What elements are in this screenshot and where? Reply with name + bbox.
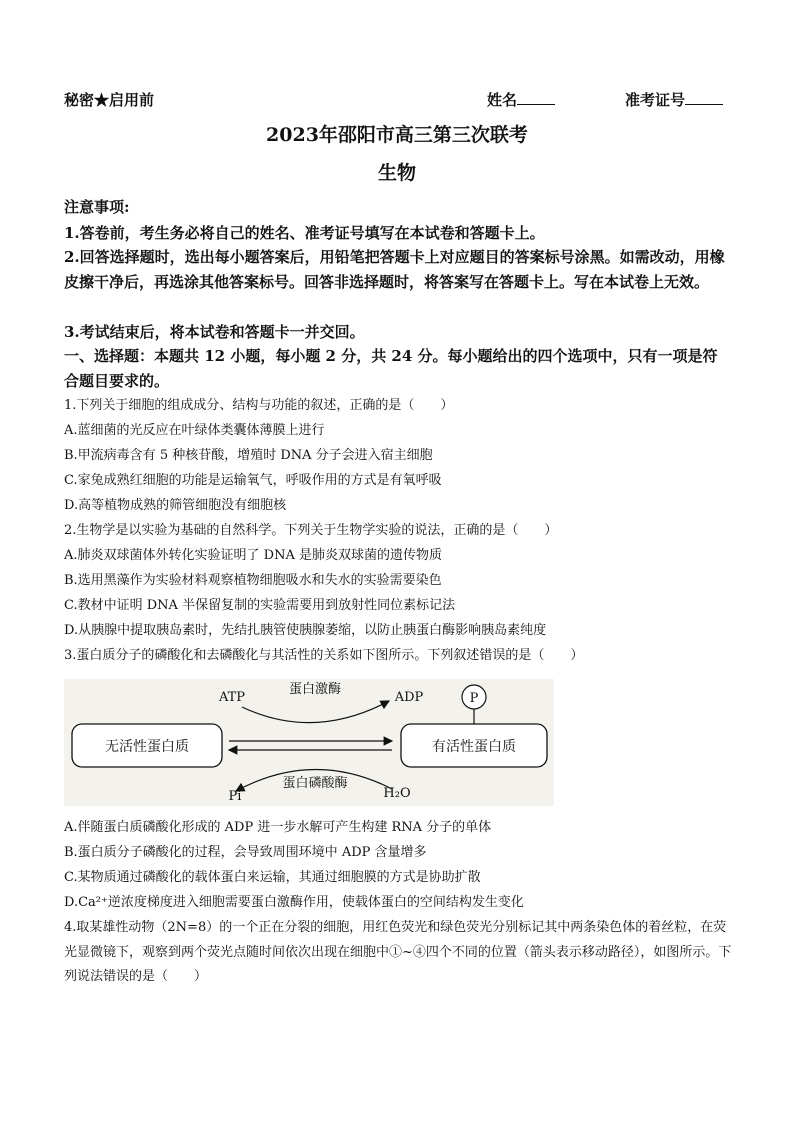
- question-stem: 2.生物学是以实验为基础的自然科学。下列关于生物学实验的说法，正确的是（ ）: [64, 523, 558, 538]
- section-heading: 一、选择题：本题共 12 小题，每小题 2 分，共 24 分。每小题给出的四个选项中，只有一项是符合题目要求的。: [64, 347, 718, 390]
- question-option: B.甲流病毒含有 5 种核苷酸，增殖时 DNA 分子会进入宿主细胞: [64, 448, 433, 463]
- question-stem: 4.取某雄性动物（2N=8）的一个正在分裂的细胞，用红色荧光和绿色荧光分别标记其中两条染色体的着丝粒，在荧光显微镜下，观察到两个荧光点随时间依次出现在细胞中①~④四个不同的位置（箭头表示移动路径），如图所示。下列说法错误的是（ ）: [64, 920, 732, 984]
- question-option: C.家兔成熟红细胞的功能是运输氧气，呼吸作用的方式是有氧呼吸: [64, 473, 442, 488]
- question-option: C.教材中证明 DNA 半保留复制的实验需要用到放射性同位素标记法: [64, 598, 456, 613]
- question-option: A.伴随蛋白质磷酸化形成的 ADP 进一步水解可产生构建 RNA 分子的单体: [64, 820, 492, 835]
- exam-subject: 生物: [377, 162, 416, 184]
- exam-id-label: 准考证号: [625, 91, 686, 109]
- phosphatase-label: 蛋白磷酸酶: [282, 776, 348, 791]
- question-option: A.肺炎双球菌体外转化实验证明了 DNA 是肺炎双球菌的遗传物质: [64, 548, 442, 563]
- note-item: 1.答卷前，考生务必将自己的姓名、准考证号填写在本试卷和答题卡上。: [64, 224, 545, 242]
- name-blank: [517, 90, 555, 105]
- pi-label: Pi: [228, 789, 242, 804]
- phosphate-label: P: [469, 691, 479, 706]
- exam-title: 2023年邵阳市高三第三次联考: [266, 124, 528, 146]
- note-item: 3.考试结束后，将本试卷和答题卡一并交回。: [64, 323, 365, 341]
- phosphorylation-diagram-svg: [64, 679, 554, 806]
- question-stem: 3.蛋白质分子的磷酸化和去磷酸化与其活性的关系如下图所示。下列叙述错误的是（ ）: [64, 648, 584, 663]
- adp-label: ADP: [394, 690, 424, 705]
- note-item: 2.回答选择题时，选出每小题答案后，用铅笔把答题卡上对应题目的答案标号涂黑。如需改动，用橡皮擦干净后，再选涂其他答案标号。回答非选择题时，将答案写在答题卡上。写在本试卷上无效。: [64, 248, 725, 291]
- kinase-label: 蛋白激酶: [288, 682, 342, 697]
- question-option: C.某物质通过磷酸化的载体蛋白来运输，其通过细胞膜的方式是协助扩散: [64, 870, 481, 885]
- question-option: B.选用黑藻作为实验材料观察植物细胞吸水和失水的实验需要染色: [64, 573, 442, 588]
- question-option: D.从胰腺中提取胰岛素时，先结扎胰管使胰腺萎缩，以防止胰蛋白酶影响胰岛素纯度: [64, 623, 547, 638]
- atp-label: ATP: [218, 690, 246, 705]
- inactive-protein-label: 无活性蛋白质: [105, 739, 189, 755]
- question-stem: 1.下列关于细胞的组成成分、结构与功能的叙述，正确的是（ ）: [64, 398, 454, 413]
- water-label: H₂O: [383, 786, 411, 801]
- phosphorylation-diagram: [64, 679, 554, 806]
- question-option: B.蛋白质分子磷酸化的过程，会导致周围环境中 ADP 含量增多: [64, 845, 427, 860]
- confidential-label: 秘密★启用前: [64, 91, 155, 109]
- question-option: A.蓝细菌的光反应在叶绿体类囊体薄膜上进行: [64, 423, 325, 438]
- exam-id-blank: [685, 90, 723, 105]
- question-option: D.高等植物成熟的筛管细胞没有细胞核: [64, 498, 287, 513]
- name-field: [487, 87, 555, 113]
- name-label: 姓名: [487, 91, 518, 109]
- exam-id-field: [625, 87, 723, 113]
- notes-heading: 注意事项:: [64, 198, 130, 216]
- question-option: D.Ca²⁺逆浓度梯度进入细胞需要蛋白激酶作用，使载体蛋白的空间结构发生变化: [64, 895, 524, 910]
- active-protein-label: 有活性蛋白质: [432, 739, 516, 755]
- kinase-curve-arrow: [242, 701, 389, 723]
